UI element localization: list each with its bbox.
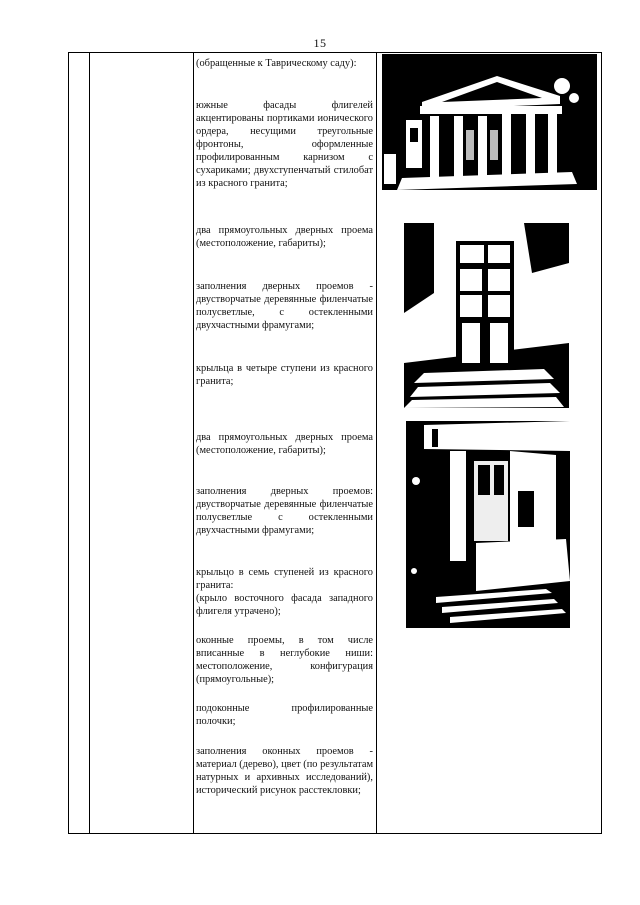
paragraph-door-openings-2: два прямоугольных дверных проема (местоположение, габариты); xyxy=(196,432,373,456)
paragraph-window-sills: подоконные профилированные полочки; xyxy=(196,703,373,727)
paragraph-porches-four-steps: крыльца в четыре ступени из красного гранита; xyxy=(196,363,373,387)
photo-side-doorway xyxy=(406,421,570,628)
column-divider-2 xyxy=(193,53,194,833)
paragraph-window-fillings: заполнения оконных проемов - материал (дерево), цвет (по результатам натурных и архивных исследований), исторический рисунок расстекловки; xyxy=(196,746,374,796)
photo-door-entrance xyxy=(404,223,569,408)
paragraph-garden-facades: (обращенные к Таврическому саду): xyxy=(196,58,357,69)
column-divider-3 xyxy=(376,53,377,833)
paragraph-door-openings-1: два прямоугольных дверных проема (местоположение, габариты); xyxy=(196,225,373,249)
paragraph-window-openings: оконные проемы, в том числе вписанные в неглубокие ниши: местоположение, конфигурация (прямоугольные); xyxy=(196,635,373,685)
paragraph-porch-seven-steps: крыльцо в семь ступеней из красного гранита: (крыло восточного фасада западного флигеля утрачено); xyxy=(196,567,373,617)
photo-portico xyxy=(382,54,597,190)
paragraph-south-facades-porticos: южные фасады флигелей акцентированы портиками ионического ордера, несущими треугольные фронтоны, оформленные профилированным карнизом с сухариками; двухступенчатый стилобат из красного гранита; xyxy=(196,100,373,189)
column-divider-1 xyxy=(89,53,90,833)
paragraph-door-fillings-1: заполнения дверных проемов - двустворчатые деревянные филенчатые полусветлые, с остекленными двухчастными фрамугами; xyxy=(196,281,373,331)
page-number: 15 xyxy=(313,36,327,50)
paragraph-door-fillings-2: заполнения дверных проемов: двустворчатые деревянные филенчатые полусветлые с остекленными двухчастными фрамугами; xyxy=(196,486,373,536)
monument-features-table xyxy=(68,52,602,834)
